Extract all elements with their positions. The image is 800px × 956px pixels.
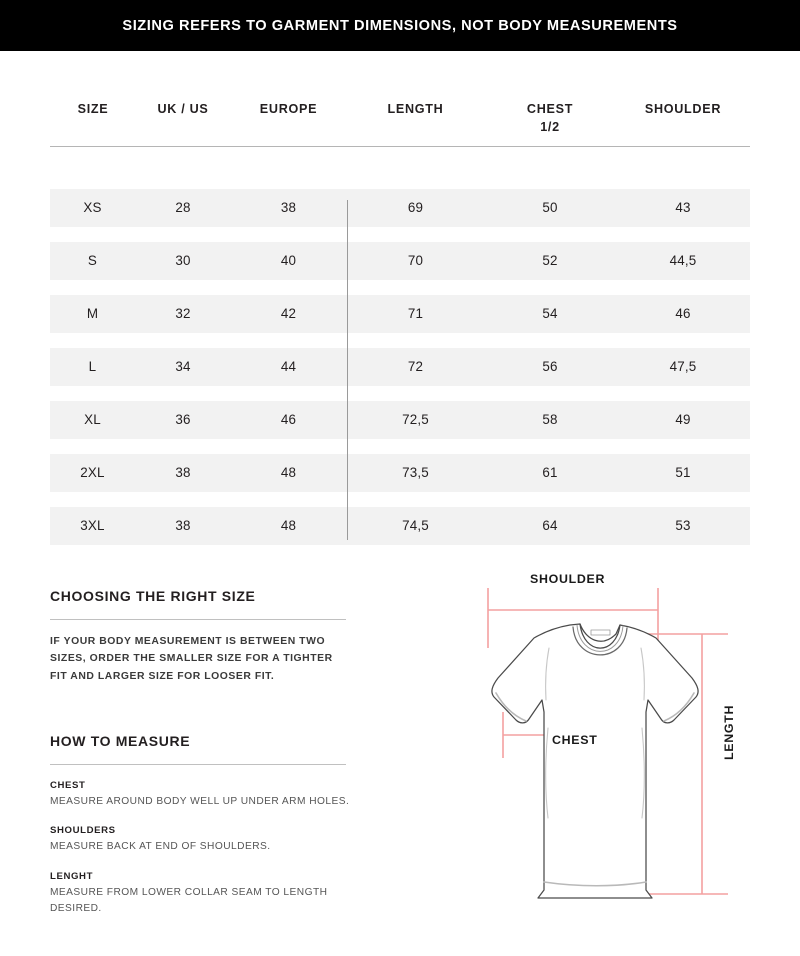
measure-group-length (50, 871, 350, 918)
table-row-spacer (50, 280, 750, 295)
table-cell-uk-us: 28 (136, 189, 230, 227)
table-cell-uk-us: 32 (136, 295, 230, 333)
table-cell-chest: 56 (484, 348, 616, 386)
neck-label-tag (591, 630, 610, 635)
table-cell-shoulder: 53 (616, 507, 750, 545)
column-header-europe: EUROPE (259, 102, 318, 116)
table-cell-uk-us: 30 (136, 242, 230, 280)
table-cell-size: 2XL (50, 454, 136, 492)
table-cell-chest: 50 (484, 189, 616, 227)
table-cell-shoulder: 44,5 (616, 242, 750, 280)
table-row[interactable] (50, 295, 750, 333)
table-row-spacer (50, 333, 750, 348)
table-row-spacer (50, 386, 750, 401)
table-cell-size: L (50, 348, 136, 386)
measure-desc-chest: MEASURE AROUND BODY WELL UP UNDER ARM HOLES. (50, 795, 350, 807)
page-title: SIZING REFERS TO GARMENT DIMENSIONS, NOT BODY MEASUREMENTS (122, 17, 678, 34)
table-cell-europe: 42 (230, 295, 347, 333)
table-cell-shoulder: 46 (616, 295, 750, 333)
measure-group-chest (50, 780, 350, 811)
table-cell-uk-us: 34 (136, 348, 230, 386)
tshirt-body-path (492, 624, 698, 898)
table-cell-size: S (50, 242, 136, 280)
table-cell-length: 74,5 (347, 507, 484, 545)
column-header-chest: CHEST 1/2 (484, 100, 616, 145)
column-header-shoulder: SHOULDER (644, 102, 722, 116)
length-dim-label: LENGTH (722, 704, 736, 760)
shoulder-dim-label: SHOULDER (530, 572, 606, 586)
table-body (50, 189, 750, 545)
table-cell-europe: 44 (230, 348, 347, 386)
table-row[interactable] (50, 348, 750, 386)
table-header-row (50, 100, 750, 145)
table-cell-size: XL (50, 401, 136, 439)
table-cell-length: 73,5 (347, 454, 484, 492)
column-header-size: SIZE (77, 102, 109, 116)
choosing-heading: CHOOSING THE RIGHT SIZE (50, 588, 256, 604)
table-head (50, 100, 750, 189)
how-to-measure-block (50, 733, 350, 918)
table-cell-chest: 61 (484, 454, 616, 492)
table-vertical-divider (347, 200, 348, 540)
table-cell-shoulder: 51 (616, 454, 750, 492)
table-cell-europe: 38 (230, 189, 347, 227)
measure-desc-length: MEASURE FROM LOWER COLLAR SEAM TO LENGTH DESIRED. (50, 886, 328, 915)
measure-term-chest: CHEST (50, 779, 86, 791)
table-cell-size: 3XL (50, 507, 136, 545)
choosing-body: IF YOUR BODY MEASUREMENT IS BETWEEN TWO SIZES, ORDER THE SMALLER SIZE FOR A TIGHTER FIT AND LARGER SIZE FOR LOOSER FIT. (50, 636, 333, 682)
garment-diagram (430, 560, 790, 920)
table-row-spacer (50, 439, 750, 454)
table-cell-length: 72,5 (347, 401, 484, 439)
column-header-uk-us: UK / US (157, 102, 209, 116)
table-cell-shoulder: 43 (616, 189, 750, 227)
how-to-measure-rule (50, 764, 346, 765)
table-row[interactable] (50, 401, 750, 439)
table-cell-chest: 64 (484, 507, 616, 545)
table-cell-length: 69 (347, 189, 484, 227)
table-cell-uk-us: 38 (136, 454, 230, 492)
measure-term-length: LENGHT (50, 870, 94, 882)
table-cell-length: 72 (347, 348, 484, 386)
table-cell-length: 70 (347, 242, 484, 280)
table-row[interactable] (50, 454, 750, 492)
table-cell-shoulder: 47,5 (616, 348, 750, 386)
table-cell-chest: 58 (484, 401, 616, 439)
measure-term-shoulders: SHOULDERS (50, 825, 116, 837)
info-column (50, 588, 350, 918)
size-chart-table (50, 100, 750, 545)
column-header-chest-sub: 1/2 (540, 120, 560, 135)
header-bar (0, 0, 800, 51)
table-cell-europe: 48 (230, 454, 347, 492)
table-cell-chest: 54 (484, 295, 616, 333)
table-cell-size: M (50, 295, 136, 333)
table-cell-length: 71 (347, 295, 484, 333)
table-cell-size: XS (50, 189, 136, 227)
measure-group-shoulders (50, 825, 350, 856)
table-row-spacer (50, 227, 750, 242)
size-table-wrap (50, 100, 750, 545)
table-cell-chest: 52 (484, 242, 616, 280)
choosing-rule (50, 619, 346, 620)
measure-desc-shoulders: MEASURE BACK AT END OF SHOULDERS. (50, 841, 271, 853)
table-row[interactable] (50, 242, 750, 280)
table-row[interactable] (50, 189, 750, 227)
table-row[interactable] (50, 507, 750, 545)
table-header-gap (50, 146, 750, 189)
table-cell-uk-us: 36 (136, 401, 230, 439)
tshirt-diagram-svg (430, 560, 790, 920)
table-cell-uk-us: 38 (136, 507, 230, 545)
table-cell-europe: 48 (230, 507, 347, 545)
table-row-spacer (50, 492, 750, 507)
table-cell-europe: 40 (230, 242, 347, 280)
table-cell-shoulder: 49 (616, 401, 750, 439)
column-header-length: LENGTH (387, 102, 444, 116)
how-to-measure-heading: HOW TO MEASURE (50, 732, 191, 749)
tshirt-outline (492, 624, 698, 898)
table-cell-europe: 46 (230, 401, 347, 439)
chest-dim-label: CHEST (552, 733, 598, 747)
